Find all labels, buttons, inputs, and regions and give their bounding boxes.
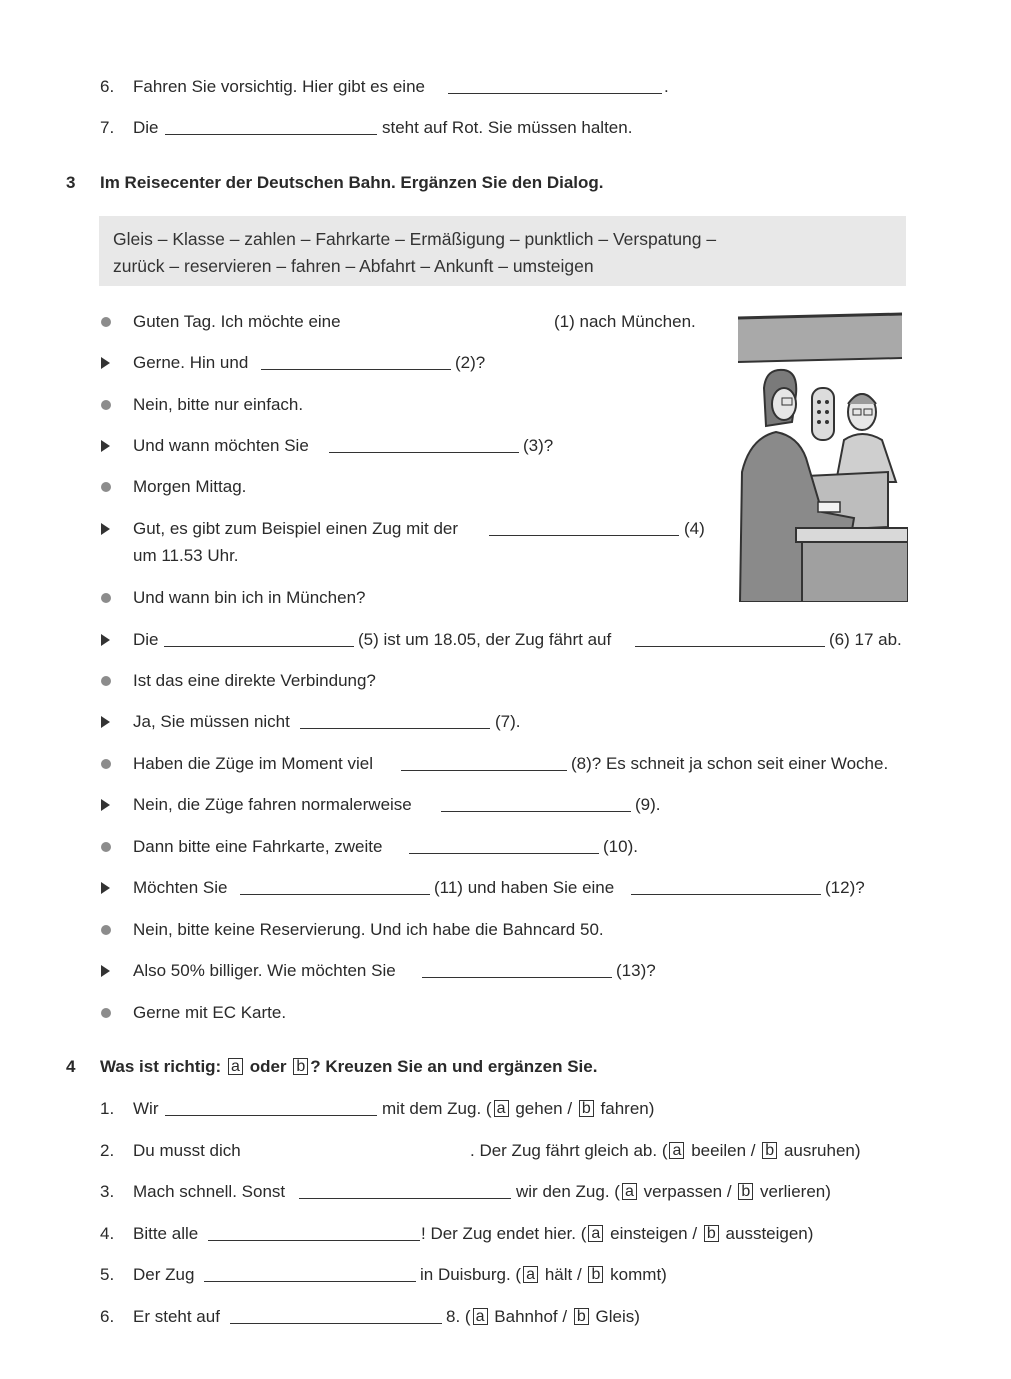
section4-item-3 — [0, 1180, 1011, 1204]
counter-top — [796, 528, 908, 542]
option-b-label: verlieren) — [760, 1182, 831, 1201]
option-a-label: Bahnhof / — [494, 1307, 568, 1326]
title-part: Was ist richtig: — [100, 1057, 222, 1076]
dialog-text-end: (7). — [495, 712, 521, 731]
speaker-grille — [812, 388, 834, 440]
option-b-label: fahren) — [600, 1099, 655, 1118]
answer-blank[interactable] — [208, 1240, 420, 1241]
answer-blank[interactable] — [329, 452, 519, 453]
dialog-text: Gerne. Hin und — [133, 353, 249, 372]
option-a-label: gehen / — [515, 1099, 573, 1118]
section4-item-6 — [0, 1305, 1011, 1329]
answer-blank[interactable] — [635, 646, 825, 647]
option-b-label: ausruhen) — [783, 1141, 861, 1160]
ticket — [818, 502, 840, 512]
item-options — [446, 1305, 640, 1329]
item-number: 3. — [100, 1182, 115, 1201]
item-text: Du musst dich — [133, 1141, 241, 1160]
dialog-text: Ist das eine direkte Verbindung? — [133, 671, 376, 690]
ticket-counter-illustration — [736, 312, 908, 602]
clerk-arrow-icon — [101, 965, 110, 977]
dialog-text-end: (8)? Es schneit ja schon seit einer Woche. — [571, 754, 889, 773]
dialog-text-end: (1) nach München. — [554, 312, 696, 331]
dialog-text-middle: (5) ist um 18.05, der Zug fährt auf — [358, 630, 612, 649]
dialog-text-end: (13)? — [616, 961, 656, 980]
item-number: 2. — [100, 1141, 115, 1160]
option-b-label: kommt) — [610, 1265, 667, 1284]
option-box-b: b — [293, 1058, 308, 1075]
word-box-line-2: zurück – reservieren – fahren – Abfahrt – Ankunft – umsteigen — [113, 256, 594, 276]
item-number: 6. — [100, 1307, 115, 1326]
section4-item-1 — [0, 1097, 1011, 1121]
dialog-text: Morgen Mittag. — [133, 477, 247, 496]
checkbox-b[interactable]: b — [738, 1183, 753, 1200]
dialog-text-end: (6) 17 ab. — [829, 630, 902, 649]
item-text-end: ! Der Zug endet hier. ( — [421, 1224, 587, 1243]
answer-blank[interactable] — [165, 134, 377, 135]
dialog-text: Gut, es gibt zum Beispiel einen Zug mit der — [133, 519, 459, 538]
item-text-end: . — [664, 77, 669, 96]
customer-bullet-icon — [101, 1008, 111, 1018]
clerk-arrow-icon — [101, 882, 110, 894]
checkbox-a[interactable]: a — [473, 1308, 488, 1325]
option-b-label: aussteigen) — [725, 1224, 814, 1243]
answer-blank[interactable] — [261, 369, 451, 370]
clerk-arrow-icon — [101, 523, 110, 535]
customer-bullet-icon — [101, 317, 111, 327]
checkbox-b[interactable]: b — [574, 1308, 589, 1325]
dialog-text: Dann bitte eine Fahrkarte, zweite — [133, 837, 383, 856]
dialog-text-end: (12)? — [825, 878, 865, 897]
answer-blank[interactable] — [204, 1281, 416, 1282]
item-options — [420, 1263, 667, 1287]
dialog-text: Und wann bin ich in München? — [133, 588, 366, 607]
dialog-line-12 — [0, 793, 1011, 817]
customer-bullet-icon — [101, 482, 111, 492]
dialog-text: um 11.53 Uhr. — [133, 546, 239, 565]
section-number: 3 — [66, 173, 76, 192]
dialog-text-end: (4) — [684, 519, 705, 538]
checkbox-a[interactable]: a — [523, 1266, 538, 1283]
section4-item-2 — [0, 1139, 1011, 1163]
answer-blank[interactable] — [240, 894, 430, 895]
section-3-heading — [0, 171, 1011, 195]
prev-item-7 — [0, 116, 1011, 140]
answer-blank[interactable] — [631, 894, 821, 895]
checkbox-b[interactable]: b — [579, 1100, 594, 1117]
window-banner — [738, 314, 902, 362]
checkbox-a[interactable]: a — [622, 1183, 637, 1200]
dialog-text: Guten Tag. Ich möchte eine — [133, 312, 341, 331]
section4-item-4 — [0, 1222, 1011, 1246]
section-number: 4 — [66, 1057, 76, 1076]
answer-blank[interactable] — [230, 1323, 442, 1324]
answer-blank[interactable] — [164, 646, 354, 647]
customer-bullet-icon — [101, 676, 111, 686]
dialog-line-13 — [0, 835, 1011, 859]
item-options — [516, 1180, 831, 1204]
dialog-line-10 — [0, 710, 1011, 734]
checkbox-a[interactable]: a — [588, 1225, 603, 1242]
title-part: oder — [249, 1057, 287, 1076]
item-text-end: 8. ( — [446, 1307, 471, 1326]
item-text-end: in Duisburg. ( — [420, 1265, 522, 1284]
dialog-line-14 — [0, 876, 1011, 900]
option-a-label: hält / — [544, 1265, 582, 1284]
dialog-line-15 — [0, 918, 1011, 942]
section-title — [100, 1055, 597, 1079]
section4-item-5 — [0, 1263, 1011, 1287]
dialog-text: Ja, Sie müssen nicht — [133, 712, 290, 731]
item-text: Der Zug — [133, 1265, 195, 1284]
dialog-line-16 — [0, 959, 1011, 983]
clerk-arrow-icon — [101, 716, 110, 728]
answer-blank[interactable] — [441, 811, 631, 812]
dialog-line-8 — [0, 628, 1011, 652]
title-part: ? Kreuzen Sie an und ergänzen Sie. — [310, 1057, 598, 1076]
item-number: 6. — [100, 77, 115, 96]
answer-blank[interactable] — [422, 977, 612, 978]
section-title: Im Reisecenter der Deutschen Bahn. Ergänzen Sie den Dialog. — [100, 173, 604, 192]
item-text: Die — [133, 118, 159, 137]
answer-blank[interactable] — [409, 853, 599, 854]
clerk-arrow-icon — [101, 799, 110, 811]
customer-bullet-icon — [101, 759, 111, 769]
option-b-label: Gleis) — [595, 1307, 640, 1326]
item-text: Fahren Sie vorsichtig. Hier gibt es eine — [133, 77, 425, 96]
item-options — [421, 1222, 813, 1246]
customer-bullet-icon — [101, 925, 111, 935]
dialog-text: Nein, die Züge fahren normalerweise — [133, 795, 412, 814]
dialog-line-11 — [0, 752, 1011, 776]
dialog-text: Möchten Sie — [133, 878, 228, 897]
item-options — [382, 1097, 654, 1121]
checkbox-b[interactable]: b — [704, 1225, 719, 1242]
option-a-label: einsteigen / — [610, 1224, 698, 1243]
item-text-end: . Der Zug fährt gleich ab. ( — [470, 1141, 668, 1160]
word-box — [99, 216, 906, 286]
word-box-line-1: Gleis – Klasse – zahlen – Fahrkarte – Ermäßigung – punktlich – Verspatung – — [113, 229, 717, 249]
checkbox-b[interactable]: b — [588, 1266, 603, 1283]
item-text-end: mit dem Zug. ( — [382, 1099, 492, 1118]
item-number: 4. — [100, 1224, 115, 1243]
item-options — [470, 1139, 861, 1163]
customer-bullet-icon — [101, 842, 111, 852]
answer-blank[interactable] — [165, 1115, 377, 1116]
option-box-a: a — [228, 1058, 243, 1075]
answer-blank[interactable] — [401, 770, 567, 771]
answer-blank[interactable] — [300, 728, 490, 729]
section-4-heading — [0, 1055, 1011, 1079]
dialog-text: Nein, bitte nur einfach. — [133, 395, 304, 414]
item-text: Wir — [133, 1099, 159, 1118]
dialog-text-end: (9). — [635, 795, 661, 814]
dialog-text-end: (2)? — [455, 353, 486, 372]
dialog-text: Haben die Züge im Moment viel — [133, 754, 374, 773]
dialog-line-9 — [0, 669, 1011, 693]
customer-bullet-icon — [101, 593, 111, 603]
option-a-label: beeilen / — [691, 1141, 756, 1160]
item-text-end: steht auf Rot. Sie müssen halten. — [382, 118, 633, 137]
dialog-text: Also 50% billiger. Wie möchten Sie — [133, 961, 396, 980]
dialog-text-end: (3)? — [523, 436, 554, 455]
item-text: Er steht auf — [133, 1307, 220, 1326]
dialog-text: Nein, bitte keine Reservierung. Und ich habe die Bahncard 50. — [133, 920, 604, 939]
answer-blank[interactable] — [299, 1198, 511, 1199]
answer-blank[interactable] — [448, 93, 662, 94]
item-text: Mach schnell. Sonst — [133, 1182, 286, 1201]
item-text: Bitte alle — [133, 1224, 199, 1243]
dialog-text: Die — [133, 630, 159, 649]
prev-item-6 — [0, 75, 1011, 99]
checkbox-b[interactable]: b — [762, 1142, 777, 1159]
item-number: 7. — [100, 118, 115, 137]
answer-blank[interactable] — [489, 535, 679, 536]
dialog-text: Und wann möchten Sie — [133, 436, 309, 455]
dialog-text: Gerne mit EC Karte. — [133, 1003, 287, 1022]
clerk-arrow-icon — [101, 357, 110, 369]
clerk-arrow-icon — [101, 634, 110, 646]
dialog-line-17 — [0, 1001, 1011, 1025]
item-number: 1. — [100, 1099, 115, 1118]
dialog-text-end: (10). — [603, 837, 638, 856]
item-text-end: wir den Zug. ( — [516, 1182, 620, 1201]
clerk-arrow-icon — [101, 440, 110, 452]
checkbox-a[interactable]: a — [669, 1142, 684, 1159]
counter-front — [802, 542, 908, 602]
customer-bullet-icon — [101, 400, 111, 410]
item-number: 5. — [100, 1265, 115, 1284]
option-a-label: verpassen / — [643, 1182, 732, 1201]
checkbox-a[interactable]: a — [494, 1100, 509, 1117]
dialog-text-middle: (11) und haben Sie eine — [434, 878, 615, 897]
